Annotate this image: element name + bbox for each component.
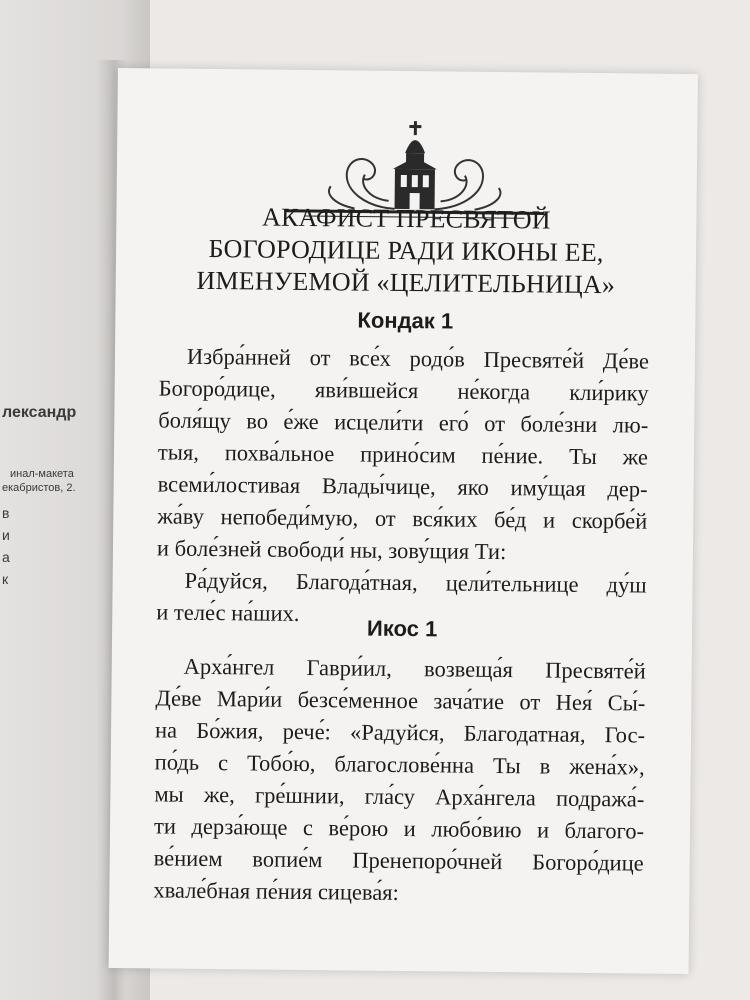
text-line: Арха́нгел Гаври́ил, возвеща́я Пресвяте́й bbox=[183, 653, 646, 684]
text-line: Де́ве Мари́и безсе́менное зача́тие от Нея́ Сы́- bbox=[155, 685, 646, 716]
text-line: тыя, похва́льное прино́сим пе́ние. Ты же bbox=[157, 439, 649, 470]
left-fragment: и bbox=[2, 527, 10, 543]
text-line: мы же, гре́шнии, гла́су Арха́нгела подража́- bbox=[154, 781, 645, 812]
right-page bbox=[109, 68, 698, 974]
text-line: Избра́нней от все́х родо́в Пресвяте́й Де́ве bbox=[186, 343, 650, 374]
title-line: ИМЕНУЕМОЙ «ЦЕЛИТЕЛЬНИЦА» bbox=[196, 265, 616, 300]
text-line: на Бо́жия, рече́: «Радуйся, Благодатная, Гос- bbox=[154, 717, 646, 748]
left-fragment: лександр bbox=[2, 404, 77, 421]
title-line: АКАФИСТ ПРЕСВЯТОЙ bbox=[261, 202, 551, 235]
left-fragment: в bbox=[2, 505, 10, 521]
text-line: хвале́бная пе́ния сицева́я: bbox=[153, 877, 399, 905]
text-line: и боле́зней свободи́ ны, зову́щия Ти: bbox=[156, 535, 507, 565]
text-line: и теле́с на́ших. bbox=[156, 599, 300, 626]
text-line: Богоро́дице, яви́вшейся не́когда кли́рику bbox=[158, 375, 649, 406]
text-line: по́дь с Тобо́ю, благослове́нна Ты в жена́х», bbox=[154, 749, 645, 780]
text-line: Ра́дуйся, Благода́тная, цели́тельнице ду́ш bbox=[184, 567, 647, 598]
text-line: ти дерза́юще с ве́рою и любо́вию и благого- bbox=[153, 813, 645, 844]
left-fragment: екабристов, 2. bbox=[2, 482, 76, 494]
left-fragment: к bbox=[2, 571, 9, 587]
left-fragment: а bbox=[2, 549, 10, 565]
kondak-text bbox=[156, 340, 649, 633]
text-line: ве́нием вопие́м Пренепоро́чней Богоро́дице bbox=[153, 845, 644, 876]
ikos-text bbox=[153, 650, 646, 911]
akathist-title bbox=[156, 200, 657, 301]
text-line: боля́щу во е́же исцели́ти его́ от боле́зни лю- bbox=[158, 407, 649, 438]
text-line: всеми́лостивая Влады́чице, яко иму́щая дер- bbox=[157, 471, 648, 502]
text-line: жа́ву непобеди́мую, от вся́ких бе́д и скорбе́й bbox=[157, 503, 648, 534]
kondak-heading: Кондак 1 bbox=[357, 307, 454, 334]
title-line: БОГОРОДИЦЕ РАДИ ИКОНЫ ЕЕ, bbox=[208, 233, 604, 268]
ikos-heading: Икос 1 bbox=[366, 615, 438, 642]
left-fragment: инал-макета bbox=[10, 468, 74, 480]
